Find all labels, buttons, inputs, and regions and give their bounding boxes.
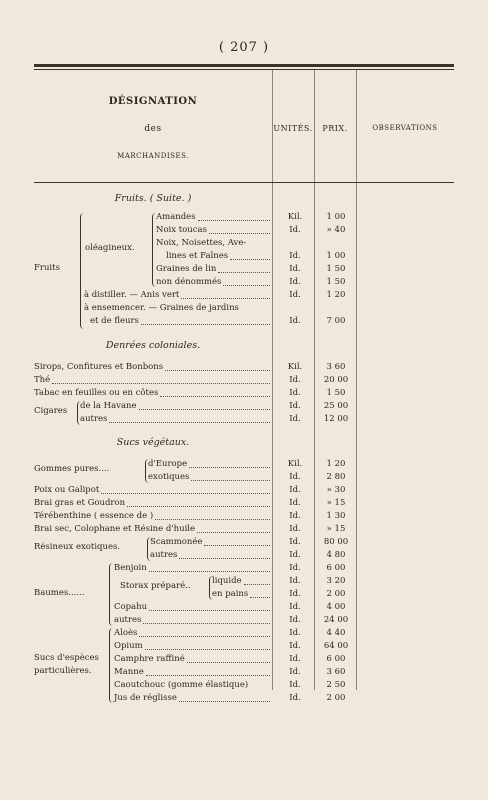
item-price: 2 80 <box>326 472 346 482</box>
item-designation <box>34 250 272 263</box>
item-designation <box>34 315 272 328</box>
item-designation <box>34 497 272 510</box>
item-designation <box>34 484 272 497</box>
group-sucs-line1: Sucs d'espèces <box>34 653 99 663</box>
item-label: Thé <box>34 375 51 385</box>
header-marchandises: MARCHANDISES. <box>117 152 189 160</box>
item-label: Tabac en feuilles ou en côtes <box>34 388 159 398</box>
dot-leader <box>139 400 270 410</box>
item-designation <box>34 679 272 692</box>
item-price: 2 00 <box>326 589 346 599</box>
dot-leader <box>101 484 270 494</box>
tariff-row <box>34 387 454 400</box>
item-designation <box>34 562 272 575</box>
tariff-row <box>34 679 454 692</box>
item-price: 4 80 <box>326 550 346 560</box>
section-sucs: Sucs végétaux. <box>116 437 190 448</box>
item-unit: Id. <box>289 589 301 599</box>
item-price: 1 00 <box>326 212 346 222</box>
tariff-row <box>34 224 454 237</box>
item-price: 4 40 <box>326 628 346 638</box>
dot-leader <box>139 627 270 637</box>
dot-leader <box>204 536 270 546</box>
section-fruits: Fruits. ( Suite. ) <box>114 193 192 204</box>
item-label: Opium <box>114 641 143 651</box>
item-price: 1 30 <box>326 511 346 521</box>
item-label: Scammonée <box>150 537 203 547</box>
tariff-row <box>34 549 454 562</box>
item-label: Manne <box>114 667 144 677</box>
item-label: Noix toucas <box>156 225 207 235</box>
tariff-row <box>34 588 454 601</box>
item-label: non dénommés <box>156 277 222 287</box>
tariff-row <box>34 601 454 614</box>
item-unit: Id. <box>289 485 301 495</box>
item-designation <box>34 575 272 588</box>
item-price: 64 00 <box>323 641 349 651</box>
dot-leader <box>223 276 270 286</box>
tariff-row <box>34 400 454 413</box>
tariff-row <box>34 536 454 549</box>
item-unit: Id. <box>289 615 301 625</box>
item-unit: Id. <box>289 251 301 261</box>
item-price: 1 20 <box>326 290 346 300</box>
tariff-row <box>34 614 454 627</box>
item-label: Amandes <box>156 212 196 222</box>
tariff-row <box>34 497 454 510</box>
item-designation <box>34 400 272 413</box>
item-label: autres <box>80 414 108 424</box>
dot-leader <box>230 250 270 260</box>
item-unit: Id. <box>289 641 301 651</box>
item-designation <box>34 471 272 484</box>
item-label: Sirops, Confitures et Bonbons <box>34 362 164 372</box>
item-designation <box>34 276 272 289</box>
dot-leader <box>191 471 270 481</box>
item-price: 1 50 <box>326 277 346 287</box>
item-unit: Id. <box>289 388 301 398</box>
item-price: » 30 <box>326 485 346 495</box>
item-designation <box>34 601 272 614</box>
dot-leader <box>250 588 270 598</box>
item-label: Brai sec, Colophane et Résine d'huile <box>34 524 196 534</box>
tariff-row <box>34 250 454 263</box>
item-unit: Id. <box>289 693 301 703</box>
item-designation <box>34 211 272 224</box>
tariff-row <box>34 627 454 640</box>
item-price: 6 00 <box>326 654 346 664</box>
item-price: 7 00 <box>326 316 346 326</box>
top-rule-thin <box>34 69 454 70</box>
dot-leader <box>197 523 270 533</box>
tariff-row <box>34 575 454 588</box>
tariff-row <box>34 510 454 523</box>
item-label: autres <box>114 615 142 625</box>
item-label: Benjoin <box>114 563 147 573</box>
item-label: d'Europe <box>148 459 188 469</box>
item-unit: Id. <box>289 264 301 274</box>
group-cigares: Cigares <box>34 406 68 416</box>
item-price: 3 60 <box>326 667 346 677</box>
dot-leader <box>141 315 270 325</box>
item-unit: Id. <box>289 472 301 482</box>
item-designation <box>34 263 272 276</box>
item-label: à ensemencer. — Graines de jardins <box>84 303 239 313</box>
page-number: ( 207 ) <box>218 40 270 55</box>
item-price: 6 00 <box>326 563 346 573</box>
tariff-row <box>34 666 454 679</box>
item-designation <box>34 666 272 679</box>
item-price: 24 00 <box>323 615 349 625</box>
item-label: et de fleurs <box>90 316 139 326</box>
item-unit: Id. <box>289 680 301 690</box>
item-designation <box>34 361 272 374</box>
item-designation <box>34 614 272 627</box>
item-unit: Id. <box>289 316 301 326</box>
item-price: » 15 <box>326 498 346 508</box>
item-label: Aloès <box>114 628 138 638</box>
dot-leader <box>165 361 270 371</box>
item-designation <box>34 523 272 536</box>
item-designation <box>34 640 272 653</box>
dot-leader <box>52 374 270 384</box>
tariff-row <box>34 562 454 575</box>
item-label: en pains <box>212 589 249 599</box>
item-designation <box>34 413 272 426</box>
item-unit: Id. <box>289 550 301 560</box>
item-price: 3 20 <box>326 576 346 586</box>
item-label: Copahu <box>114 602 148 612</box>
tariff-row <box>34 289 454 302</box>
item-unit: Id. <box>289 225 301 235</box>
item-designation <box>34 549 272 562</box>
item-unit: Id. <box>289 511 301 521</box>
item-unit: Id. <box>289 401 301 411</box>
item-label: Caoutchouc (gomme élastique) <box>114 680 249 690</box>
section-coloniales: Denrées coloniales. <box>105 340 201 351</box>
group-fruits: Fruits <box>34 263 60 273</box>
dot-leader <box>244 575 270 585</box>
item-unit: Id. <box>289 277 301 287</box>
dot-leader <box>149 601 270 611</box>
dot-leader <box>127 497 270 507</box>
tariff-row <box>34 640 454 653</box>
dot-leader <box>179 692 270 702</box>
item-price: » 40 <box>326 225 346 235</box>
tariff-row <box>34 302 454 315</box>
item-unit: Id. <box>289 498 301 508</box>
dot-leader <box>179 549 270 559</box>
item-unit: Id. <box>289 524 301 534</box>
item-designation <box>34 692 272 705</box>
header-designation-title: DÉSIGNATION <box>108 96 198 107</box>
item-designation <box>34 374 272 387</box>
item-unit: Id. <box>289 563 301 573</box>
top-rule <box>34 64 454 67</box>
item-unit: Id. <box>289 654 301 664</box>
item-price: 3 60 <box>326 362 346 372</box>
dot-leader <box>187 653 270 663</box>
header-units: UNITÉS. <box>273 124 313 133</box>
dot-leader <box>155 510 270 520</box>
item-label: Graines de lin <box>156 264 217 274</box>
tariff-row <box>34 361 454 374</box>
item-unit: Id. <box>289 628 301 638</box>
item-designation <box>34 510 272 523</box>
item-price: 1 20 <box>326 459 346 469</box>
item-designation <box>34 627 272 640</box>
item-unit: Kil. <box>287 212 303 222</box>
tariff-row <box>34 523 454 536</box>
item-price: 25 00 <box>323 401 349 411</box>
item-price: 2 50 <box>326 680 346 690</box>
item-price: 1 50 <box>326 388 346 398</box>
tariff-row <box>34 653 454 666</box>
header-observations: OBSERVATIONS <box>372 124 438 132</box>
tariff-row <box>34 692 454 705</box>
dot-leader <box>149 562 270 572</box>
group-resineux: Résineux exotiques. <box>34 542 121 552</box>
item-designation <box>34 387 272 400</box>
dot-leader <box>181 289 270 299</box>
item-price: 12 00 <box>323 414 349 424</box>
dot-leader <box>145 640 270 650</box>
group-gommes: Gommes pures.... <box>34 464 110 474</box>
item-price: 2 00 <box>326 693 346 703</box>
dot-leader <box>109 413 270 423</box>
item-designation <box>34 289 272 302</box>
group-baumes: Baumes...... <box>34 588 85 598</box>
group-storax: Storax préparé.. <box>120 581 191 591</box>
item-label: liquide <box>212 576 242 586</box>
group-sucs-line2: particulières. <box>34 666 92 676</box>
item-label: autres <box>150 550 178 560</box>
dot-leader <box>146 666 270 676</box>
tariff-row <box>34 315 454 328</box>
item-label: Camphre raffiné <box>114 654 185 664</box>
item-designation <box>34 237 272 250</box>
item-unit: Id. <box>289 375 301 385</box>
item-label: Noix, Noisettes, Ave- <box>156 238 247 248</box>
dot-leader <box>209 224 270 234</box>
item-price: 1 50 <box>326 264 346 274</box>
dot-leader <box>198 211 270 221</box>
item-label: lines et Faînes <box>166 251 229 261</box>
tariff-row <box>34 237 454 250</box>
item-price: » 15 <box>326 524 346 534</box>
item-unit: Id. <box>289 414 301 424</box>
header-des: des <box>144 124 162 134</box>
item-price: 1 00 <box>326 251 346 261</box>
item-designation <box>34 536 272 549</box>
item-unit: Id. <box>289 602 301 612</box>
dot-leader <box>189 458 270 468</box>
item-label: de la Havane <box>80 401 137 411</box>
dot-leader <box>143 614 270 624</box>
item-designation <box>34 224 272 237</box>
header-rule <box>34 182 454 183</box>
tariff-row <box>34 471 454 484</box>
item-designation <box>34 653 272 666</box>
tariff-row <box>34 484 454 497</box>
item-label: Poix ou Galipot <box>34 485 100 495</box>
item-label: à distiller. — Anis vert <box>84 290 180 300</box>
tariff-row <box>34 413 454 426</box>
dot-leader <box>160 387 270 397</box>
dot-leader <box>218 263 270 273</box>
item-label: Jus de réglisse <box>114 693 177 703</box>
item-price: 4 00 <box>326 602 346 612</box>
item-label: exotiques <box>148 472 190 482</box>
item-unit: Id. <box>289 576 301 586</box>
tariff-row <box>34 276 454 289</box>
item-price: 80 00 <box>323 537 349 547</box>
item-label: Térébenthine ( essence de ) <box>34 511 154 521</box>
item-unit: Id. <box>289 667 301 677</box>
item-designation <box>34 302 272 315</box>
tariff-row <box>34 458 454 471</box>
item-unit: Id. <box>289 537 301 547</box>
item-designation <box>34 588 272 601</box>
tariff-row <box>34 374 454 387</box>
item-label: Brai gras et Goudron <box>34 498 126 508</box>
item-price: 20 00 <box>323 375 349 385</box>
item-unit: Id. <box>289 290 301 300</box>
item-unit: Kil. <box>287 362 303 372</box>
item-designation <box>34 458 272 471</box>
item-unit: Kil. <box>287 459 303 469</box>
tariff-row <box>34 263 454 276</box>
tariff-row <box>34 211 454 224</box>
group-oleagineux: oléagineux. <box>85 243 135 253</box>
header-price: PRIX. <box>322 124 348 133</box>
